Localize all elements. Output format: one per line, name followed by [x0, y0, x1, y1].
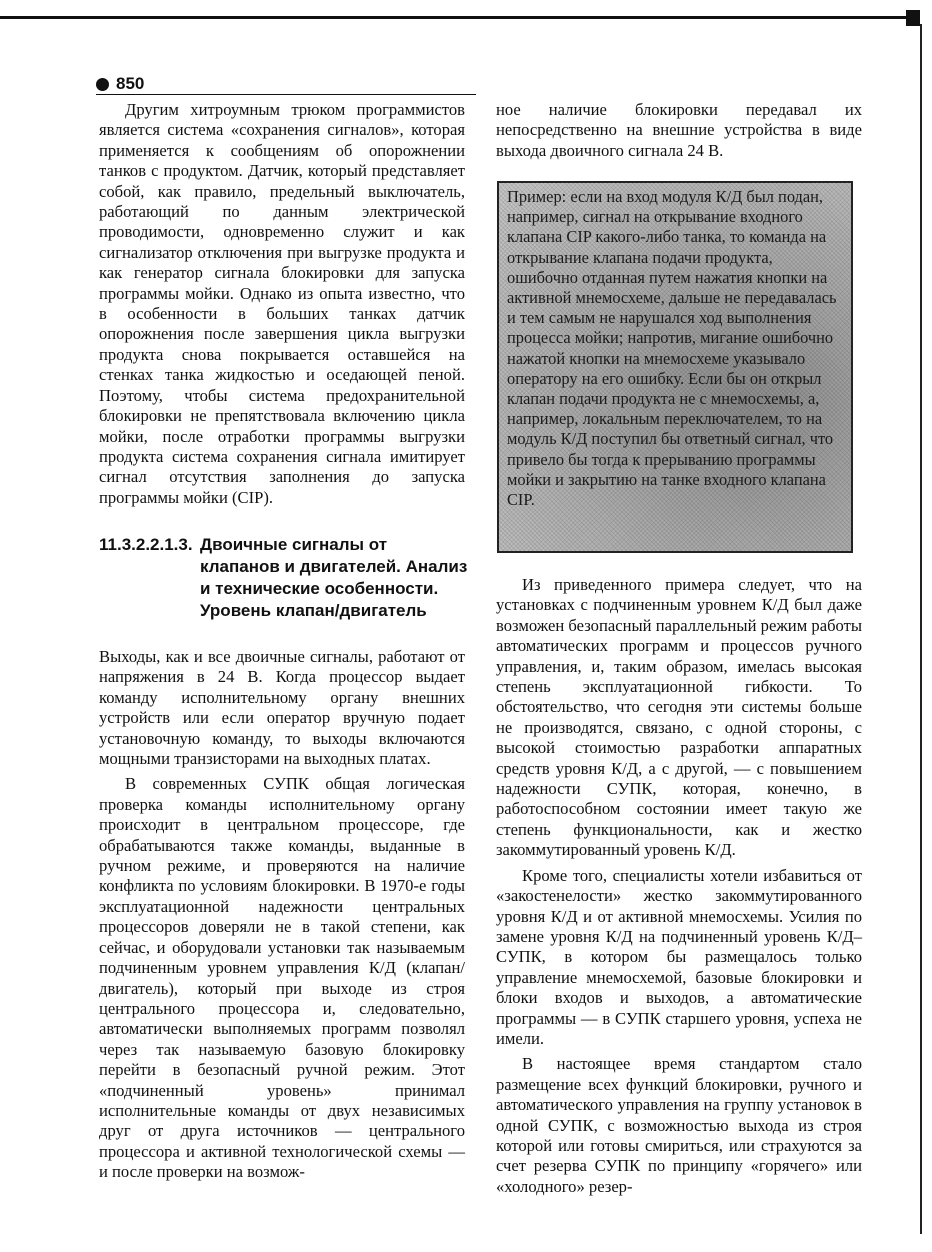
- right-column-lower: [496, 575, 862, 1197]
- paragraph-signal-retention: Другим хитроумным трюком программистов является система «сохранения сигналов», которая применяется к сообщениям об опорожнении танков с продуктом. Датчик, который представляет собой, как правило, предельный выключатель, работающий по данным электрической проводимости, одновременно служит и как сигнализатор отключения при выгрузке продукта и как генератор сигнала блокировки для запуска программы мойки. Однако из опыта известно, что в особенности в больших танках датчик опорожнения после завершения цикла выгрузки продукта снова покрывается оставшейся на стенках танка жидкостью и оседающей пеной. Поэтому, чтобы система предохранительной блокировки не препятствовала включению цикла мойки, после отработки программы выгрузки продукта система сохранения сигнала имитирует сигнал отсутствия заполнения до запуска программы мойки (CIP).: [99, 100, 465, 507]
- page-header: [96, 74, 476, 96]
- example-box: [497, 181, 853, 553]
- left-column-lower: [99, 647, 465, 1183]
- right-margin-line: [920, 24, 922, 1234]
- paragraph-continuation: ное наличие блокировки передавал их непосредственно на внешние устройства в виде выхода двоичного сигнала 24 В.: [496, 100, 862, 160]
- section-number: 11.3.2.2.1.3.: [99, 535, 193, 554]
- header-underline: [96, 94, 476, 95]
- section-title: Двоичные сигналы от клапанов и двигателей. Анализ и технические особенности. Уровень клапан/двигатель: [200, 535, 468, 620]
- page-number-bullet-icon: [96, 78, 109, 91]
- corner-scan-mark: [906, 10, 920, 26]
- page-number: 850: [116, 74, 145, 93]
- example-text: если на вход модуля К/Д был подан, например, сигнал на открывание входного клапана CIP какого-либо танка, то команда на открывание клапана подачи продукта, ошибочно отданная путем нажатия кнопки на активной мнемосхеме, дальше не передавалась и тем самым не нарушался ход выполнения процесса мойки; напротив, мигание ошибочно нажатой кнопки на мнемосхеме указывало оператору на его ошибку. Если бы он открыл клапан подачи продукта не с мнемосхемы, а, например, локальным переключателем, то на модуль К/Д поступил бы ответный сигнал, что привело бы тогда к прерыванию программы мойки и закрытию на танке входного клапана CIP.: [507, 187, 837, 510]
- top-scan-rule: [0, 16, 912, 19]
- paragraph-outputs: Выходы, как и все двоичные сигналы, работают от напряжения в 24 В. Когда процессор выдает команду исполнительному органу внешних устройств или если оператор вручную подает установочную команду, то выходы включаются мощными транзисторами на выходных платах.: [99, 647, 465, 769]
- example-label: Пример:: [507, 187, 567, 206]
- left-column: [99, 100, 465, 508]
- right-column-top: [496, 100, 862, 161]
- paragraph-modern-plc: В современных СУПК общая логическая проверка команды исполнительному органу происходит в центральном процессоре, где обрабатываются также команды, выданные в ручном режиме, и проверяются на наличие конфликта по условиям блокировки. В 1970-е годы эксплуатационной надежности центральных процессоров доверяли не в такой степени, как сейчас, и оборудовали установки так называемым подчиненным уровнем управления К/Д (клапан/двигатель), который при выходе из строя центрального процессора и, следовательно, автоматически выполняемых программ позволял через так называемую базовую блокировку перейти в безопасный ручной режим. Этот «подчиненный уровень» принимал исполнительные команды от двух независимых друг от друга источников — центрального процессора и активной технологической схемы — и после проверки на возмож-: [99, 774, 465, 1182]
- paragraph-rigidity: Кроме того, специалисты хотели избавиться от «закостенелости» жестко закоммутированного уровня К/Д и от активной мнемосхемы. Усилия по замене уровня К/Д на подчиненный уровень К/Д–СУПК, в котором бы размещалось только управление мнемосхемой, базовые блокировки и блоки входов и выходов, а автоматические программы — в СУПК старшего уровня, успеха не имели.: [496, 865, 862, 1048]
- paragraph-current-standard: В настоящее время стандартом стало размещение всех функций блокировки, ручного и автоматического управления на группу установок в одной СУПК, с возможностью выхода из строя которой или готовы смириться, или страхуются за счет резерва СУПК по принципу «горячего» или «холодного» резер-: [496, 1054, 862, 1196]
- paragraph-conclusion: Из приведенного примера следует, что на установках с подчиненным уровнем К/Д был даже возможен безопасный параллельный режим работы автоматических программ и процессов ручного управления, и, таким образом, имелась высокая степень эксплуатационной гибкости. То обстоятельство, что сегодня эти системы больше не производятся, связано, с одной стороны, с высокой стоимостью разработки аппаратных средств уровня К/Д, а с другой, — с повышением надежности СУПК, которая, конечно, в работоспособном состоянии имеет такую же степень функциональности, как и жестко закоммутированный уровень К/Д.: [496, 575, 862, 860]
